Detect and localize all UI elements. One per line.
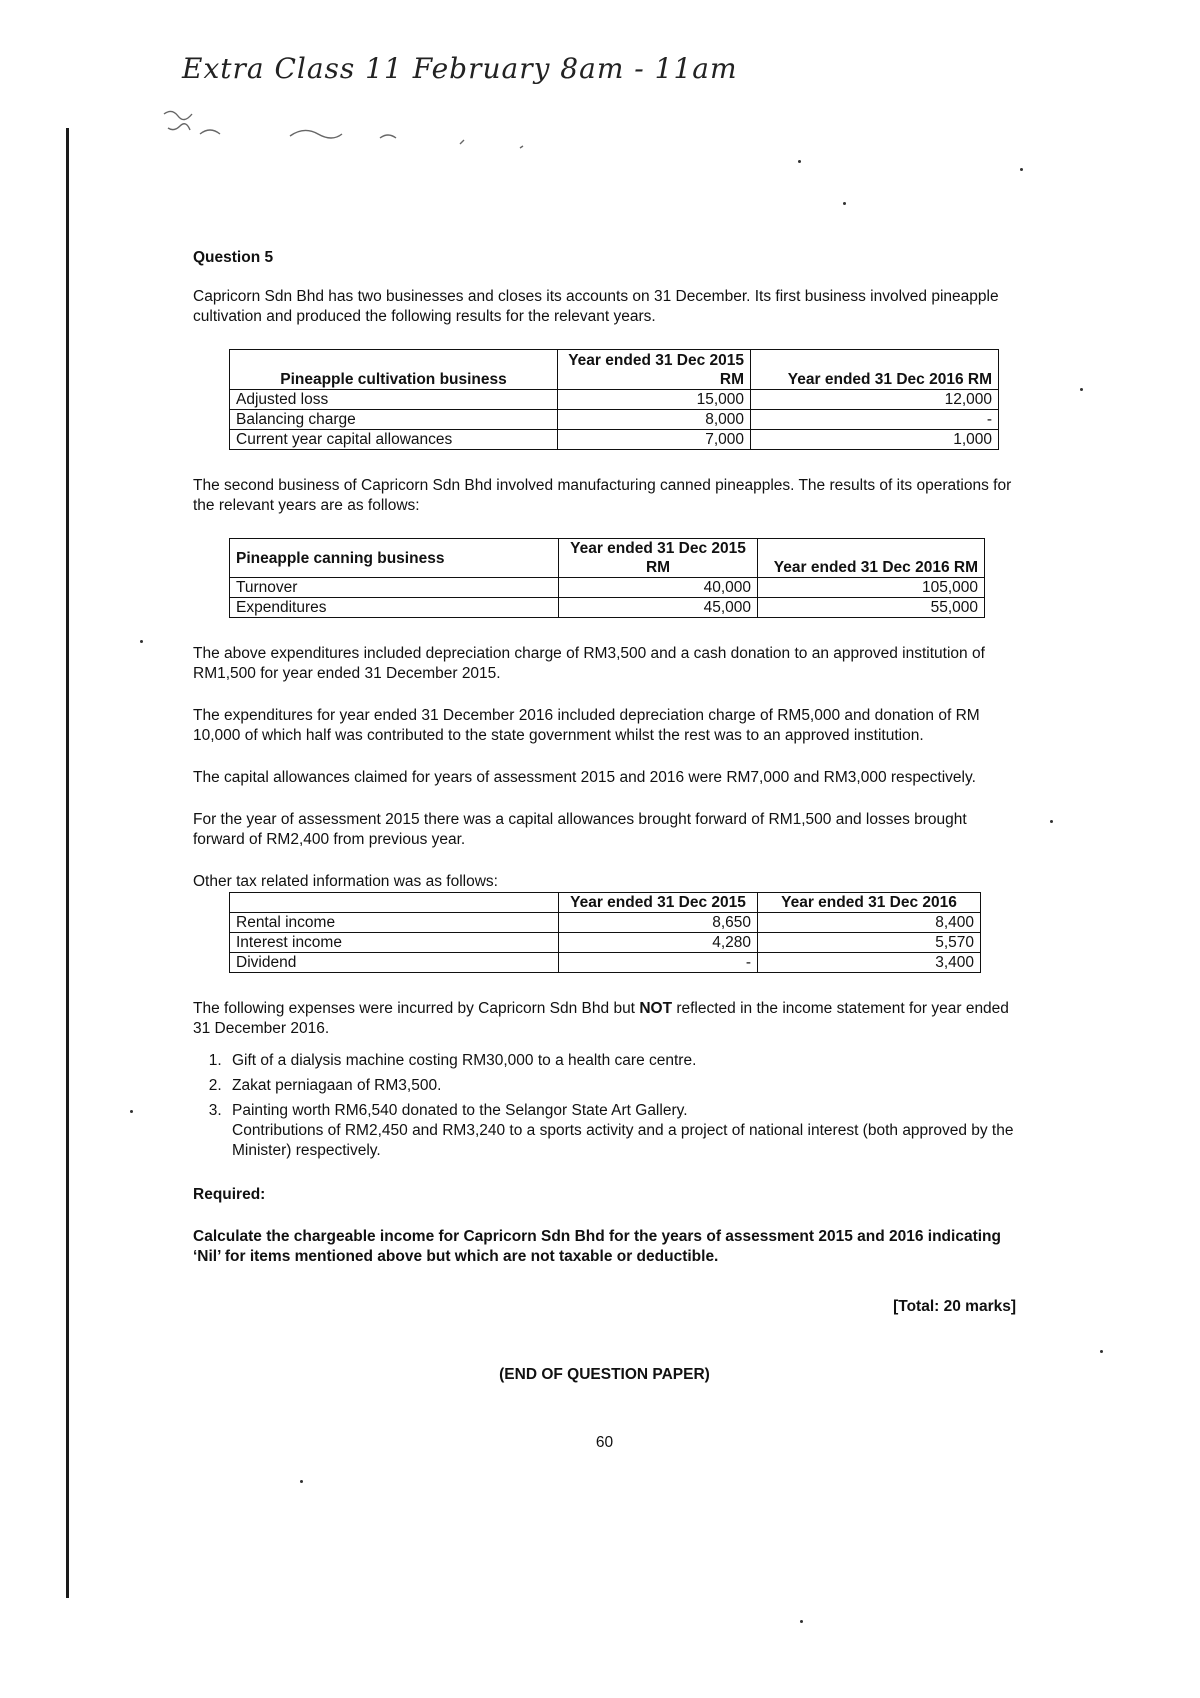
scan-speck — [798, 160, 801, 163]
list-item: 3. Painting worth RM6,540 donated to the Selangor State Art Gallery. Contributions of RM2,450 and RM3,240 to a sports activity and a project of national interest (both approved by the Minister) respectively. — [226, 1101, 1016, 1161]
other-info-intro: Other tax related information was as follows: — [193, 873, 498, 890]
value-cell: 3,400 — [758, 953, 981, 973]
header-cell: Year ended 31 Dec 2016 RM — [751, 350, 999, 390]
header-title: Pineapple cultivation business — [280, 371, 507, 388]
expenses-list — [193, 1051, 1016, 1161]
binding-edge-line — [66, 128, 69, 1598]
required-label: Required: — [193, 1186, 266, 1203]
header-cell — [230, 350, 558, 390]
header-cell — [230, 893, 559, 913]
table-header-row — [230, 893, 981, 913]
table-row — [230, 953, 981, 973]
table-header-row — [230, 350, 999, 390]
table-row — [230, 430, 999, 450]
header-cell: Pineapple canning business — [230, 539, 559, 578]
table-row — [230, 410, 999, 430]
page-number: 60 — [595, 1434, 614, 1451]
depreciation-2015-paragraph: The above expenditures included depreciation charge of RM3,500 and a cash donation to an approved institution of RM1,500 for year ended 31 December 2015. — [193, 645, 985, 682]
expenses-intro-after: reflected in the income statement for year ended 31 December 2016. — [193, 1000, 1009, 1037]
table-row — [230, 390, 999, 410]
expenses-intro-before: The following expenses were incurred by Capricorn Sdn Bhd but — [193, 1000, 635, 1017]
row-label: Adjusted loss — [230, 390, 558, 410]
intro-paragraph: Capricorn Sdn Bhd has two businesses and closes its accounts on 31 December. Its first business involved pineapple cultivation and produced the following results for the relevant years. — [193, 288, 999, 325]
header-cell: Year ended 31 Dec 2015 — [559, 893, 758, 913]
brought-forward-paragraph: For the year of assessment 2015 there was a capital allowances brought forward of RM1,500 and losses brought forward of RM2,400 from previous year. — [193, 811, 967, 848]
scan-speck — [800, 1620, 803, 1623]
table-row — [230, 913, 981, 933]
value-cell: 1,000 — [751, 430, 999, 450]
value-cell: 8,400 — [758, 913, 981, 933]
header-cell: Year ended 31 Dec 2015 RM — [558, 350, 751, 390]
question-content — [193, 248, 1016, 1453]
value-cell: 5,570 — [758, 933, 981, 953]
table-row — [230, 598, 985, 618]
value-cell: 45,000 — [559, 598, 758, 618]
header-cell: Year ended 31 Dec 2016 RM — [758, 539, 985, 578]
row-label: Current year capital allowances — [230, 430, 558, 450]
value-cell: 8,650 — [559, 913, 758, 933]
row-label: Rental income — [230, 913, 559, 933]
scan-speck — [1050, 820, 1053, 823]
scan-speck — [1020, 168, 1023, 171]
row-label: Expenditures — [230, 598, 559, 618]
capital-allowances-paragraph: The capital allowances claimed for years of assessment 2015 and 2016 were RM7,000 and RM3,000 respectively. — [193, 769, 976, 786]
table-row — [230, 578, 985, 598]
pencil-scribble — [160, 104, 620, 164]
expenses-intro-not: NOT — [639, 1000, 673, 1017]
expenditures-2016-paragraph: The expenditures for year ended 31 December 2016 included depreciation charge of RM5,000 and donation of RM 10,000 of which half was contributed to the state government whilst the rest was to an approved institution. — [193, 707, 980, 744]
value-cell: 8,000 — [558, 410, 751, 430]
scan-speck — [300, 1480, 303, 1483]
value-cell: 15,000 — [558, 390, 751, 410]
scan-speck — [843, 202, 846, 205]
table-row — [230, 933, 981, 953]
table-header-row — [230, 539, 985, 578]
handwritten-note: Extra Class 11 February 8am - 11am — [182, 52, 738, 85]
value-cell: 7,000 — [558, 430, 751, 450]
row-label: Interest income — [230, 933, 559, 953]
value-cell: 40,000 — [559, 578, 758, 598]
total-marks: [Total: 20 marks] — [893, 1298, 1016, 1315]
pineapple-cultivation-table — [229, 349, 999, 450]
scan-speck — [140, 640, 143, 643]
scan-speck — [1080, 388, 1083, 391]
end-of-paper: (END OF QUESTION PAPER) — [499, 1366, 710, 1383]
scan-speck — [1100, 1350, 1103, 1353]
expenses-intro — [193, 999, 1016, 1039]
required-text: Calculate the chargeable income for Capricorn Sdn Bhd for the years of assessment 2015 and 2016 indicating ‘Nil’ for items mentioned above but which are not taxable or deductible. — [193, 1228, 1001, 1265]
scan-speck — [130, 1110, 133, 1113]
header-cell: Year ended 31 Dec 2016 — [758, 893, 981, 913]
value-cell: - — [559, 953, 758, 973]
question-title: Question 5 — [193, 249, 274, 266]
value-cell: - — [751, 410, 999, 430]
list-item: 2. Zakat perniagaan of RM3,500. — [226, 1076, 1016, 1096]
row-label: Balancing charge — [230, 410, 558, 430]
value-cell: 105,000 — [758, 578, 985, 598]
row-label: Turnover — [230, 578, 559, 598]
header-cell: Year ended 31 Dec 2015 RM — [559, 539, 758, 578]
other-tax-info-table — [229, 892, 981, 973]
value-cell: 12,000 — [751, 390, 999, 410]
pineapple-canning-table — [229, 538, 985, 618]
value-cell: 55,000 — [758, 598, 985, 618]
value-cell: 4,280 — [559, 933, 758, 953]
row-label: Dividend — [230, 953, 559, 973]
list-item: 1. Gift of a dialysis machine costing RM30,000 to a health care centre. — [226, 1051, 1016, 1071]
second-business-paragraph: The second business of Capricorn Sdn Bhd involved manufacturing canned pineapples. The results of its operations for the relevant years are as follows: — [193, 477, 1012, 514]
